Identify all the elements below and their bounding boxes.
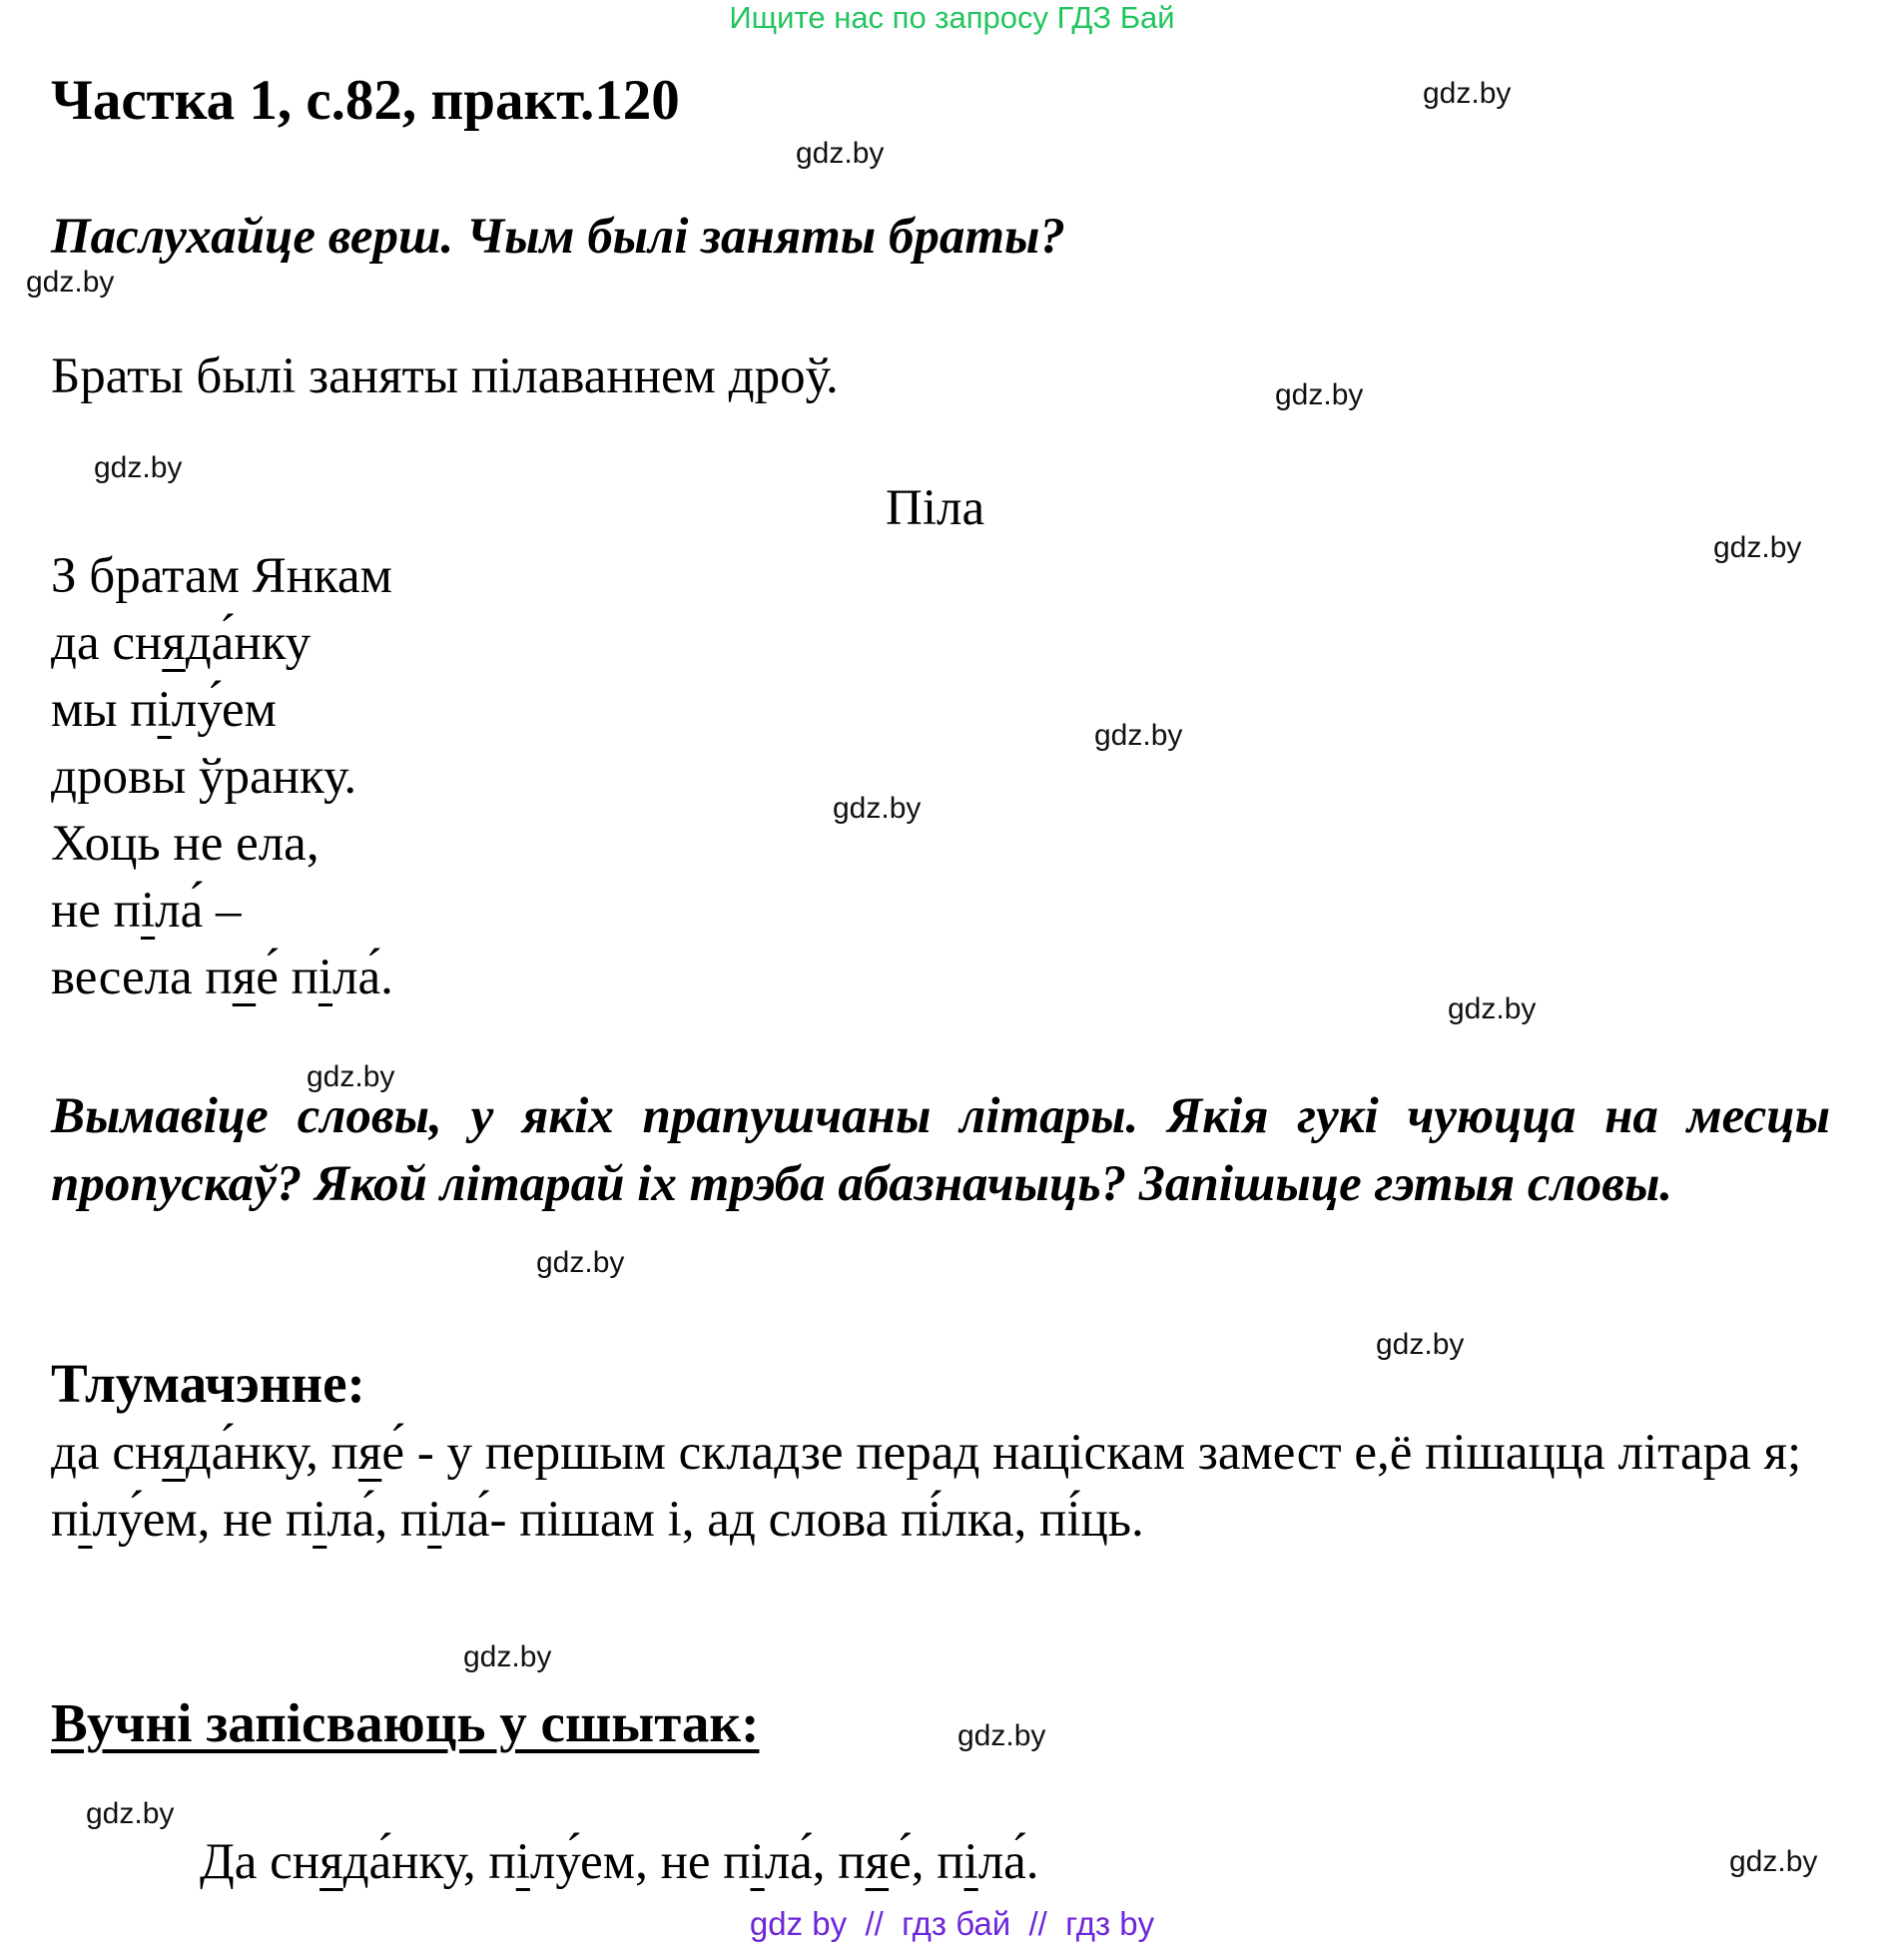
underlined-letter: я: [865, 1834, 890, 1890]
poem-line: [51, 610, 393, 677]
poem-text: весела п: [51, 950, 233, 1005]
poem-text: мы п: [51, 682, 158, 738]
explanation-text: да́нку, п: [185, 1425, 358, 1481]
notebook-text: ла́.: [977, 1834, 1039, 1890]
watermark: gdz.by: [1423, 77, 1512, 110]
explanation-heading: Тлумачэнне:: [51, 1353, 365, 1414]
poem-text: З братам Янкам: [51, 548, 392, 604]
notebook-text: Да сн: [200, 1834, 320, 1890]
watermark: gdz.by: [1275, 378, 1364, 411]
explanation-paragraph: [51, 1420, 1848, 1487]
underlined-letter: і: [963, 1834, 978, 1890]
watermark: gdz.by: [26, 266, 115, 299]
notebook-text: лу́ем, не п: [529, 1834, 751, 1890]
poem-text: ла́.: [332, 950, 393, 1005]
explanation-text: ла́, п: [326, 1492, 428, 1548]
watermark: gdz.by: [796, 137, 885, 170]
underlined-letter: і: [515, 1834, 530, 1890]
watermark: gdz.by: [1713, 531, 1802, 564]
watermark: gdz.by: [1729, 1845, 1818, 1878]
poem-text: дровы ўранку.: [51, 749, 357, 805]
underlined-letter: я: [357, 1425, 382, 1481]
notebook-text: да́нку, п: [342, 1834, 516, 1890]
page-title: Частка 1, с.82, практ.120: [51, 69, 680, 132]
underlined-letter: і: [750, 1834, 765, 1890]
explanation-body: [51, 1420, 1848, 1554]
poem-text: Хоць не ела,: [51, 816, 319, 872]
watermark: gdz.by: [463, 1640, 552, 1673]
underlined-letter: я: [162, 1425, 186, 1481]
poem-text: е́ п: [256, 950, 318, 1005]
poem-line: [51, 945, 393, 1011]
explanation-paragraph: [51, 1487, 1848, 1554]
poem-text: не п: [51, 883, 141, 939]
explanation-text: лу́ем, не п: [92, 1492, 314, 1548]
watermark: gdz.by: [94, 451, 183, 484]
poem-text: ла́ –: [155, 883, 242, 939]
notebook-text: ла́, п: [764, 1834, 866, 1890]
explanation-text: е́ - у першым складзе перад націскам замест е,ё пішацца літара я;: [381, 1425, 1802, 1481]
poem-text: лу́ем: [171, 682, 277, 738]
task-2-question: Вымавіце словы, у якіх прапушчаны літары. Якія гукі чуюцца на месцы пропускаў? Якой літарай іх трэба абазначыць? Запішыце гэтыя словы.: [51, 1088, 1830, 1212]
poem-text: да́нку: [185, 615, 312, 671]
underlined-letter: я: [162, 615, 186, 671]
explanation-text: да сн: [51, 1425, 163, 1481]
poem-line: [51, 677, 393, 744]
task-1-question: Паслухайце верш. Чым былі заняты браты?: [51, 209, 1065, 265]
underlined-letter: і: [317, 950, 333, 1005]
poem-body: [51, 543, 393, 1011]
watermark: gdz.by: [1376, 1328, 1465, 1361]
notebook-text: е́, п: [889, 1834, 964, 1890]
poem-line: [51, 811, 393, 878]
notebook-line: [200, 1829, 1039, 1896]
watermark: gdz.by: [833, 792, 922, 825]
underlined-letter: і: [78, 1492, 93, 1548]
poem-line: [51, 744, 393, 811]
explanation-text: п: [51, 1492, 79, 1548]
underlined-letter: і: [427, 1492, 442, 1548]
top-banner[interactable]: Ищите нас по запросу ГДЗ Бай: [729, 0, 1175, 35]
watermark: gdz.by: [86, 1797, 175, 1830]
watermark: gdz.by: [307, 1060, 395, 1093]
footer-links[interactable]: gdz by // гдз бай // гдз by: [749, 1905, 1155, 1942]
explanation-text: ла́- пішам і, ад слова пі́лка, пі́ць.: [441, 1492, 1144, 1548]
underlined-letter: я: [319, 1834, 343, 1890]
underlined-letter: і: [140, 883, 156, 939]
poem-line: [51, 878, 393, 945]
underlined-letter: і: [313, 1492, 327, 1548]
poem-line: [51, 543, 393, 610]
notebook-heading: Вучні запісваюць у сшытак:: [51, 1692, 760, 1753]
watermark: gdz.by: [536, 1246, 625, 1279]
watermark: gdz.by: [1094, 719, 1183, 752]
underlined-letter: і: [157, 682, 172, 738]
task-1-answer: Браты былі заняты пілаваннем дроў.: [51, 348, 839, 404]
watermark: gdz.by: [1448, 992, 1537, 1025]
watermark: gdz.by: [957, 1719, 1046, 1752]
underlined-letter: я: [232, 950, 257, 1005]
poem-title: Піла: [886, 480, 985, 536]
poem-text: да сн: [51, 615, 163, 671]
